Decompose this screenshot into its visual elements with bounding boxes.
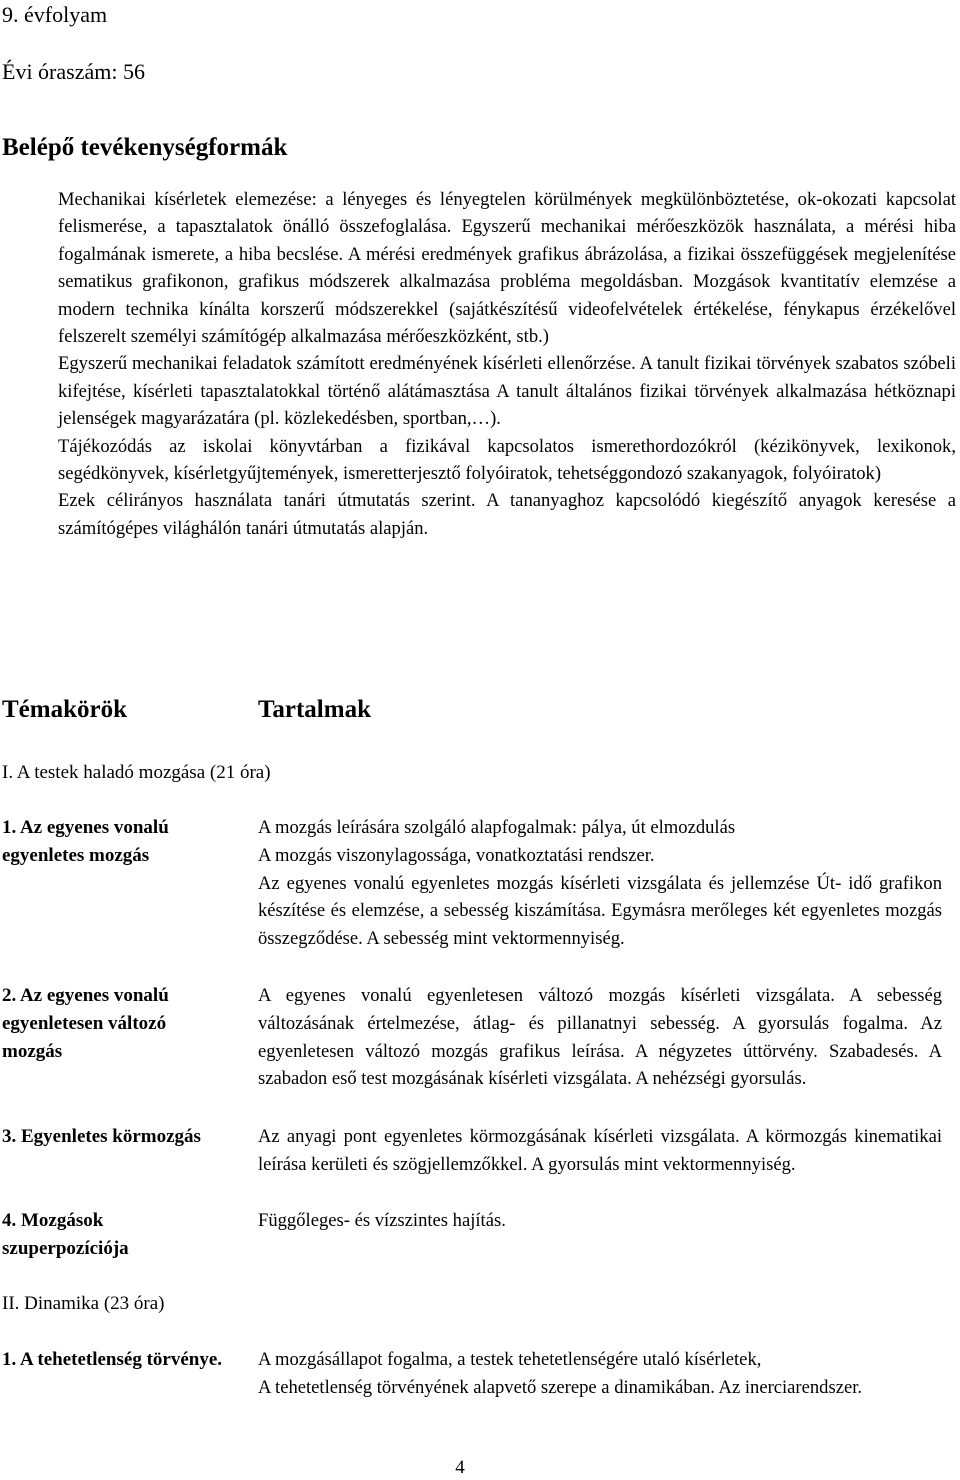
topic-name: 1. Az egyenes vonalú egyenletes mozgás: [2, 817, 169, 866]
topic-name: 1. A tehetetlenség törvénye.: [2, 1349, 223, 1370]
page-number: 4: [455, 1457, 465, 1478]
section-title: I. A testek haladó mozgása (21 óra): [2, 762, 271, 783]
topic-name: 4. Mozgások szuperpozíciója: [2, 1210, 129, 1259]
topic-name: 3. Egyenletes körmozgás: [2, 1126, 201, 1147]
entry-activities-text: [58, 186, 956, 542]
content-line: Az anyagi pont egyenletes körmozgásának kísérleti vizsgálata. A körmozgás kinematikai leírása kerületi és szögjellemzőkkel. A gyorsulás mint vektormennyiség.: [258, 1126, 942, 1175]
topic-name: 2. Az egyenes vonalú egyenletesen változó mozgás: [2, 985, 169, 1062]
topic-content: [258, 982, 942, 1093]
annual-hours: Évi óraszám: 56: [2, 59, 145, 84]
contents-column-heading: Tartalmak: [258, 696, 371, 723]
topic-content: [258, 1207, 942, 1235]
intro-paragraph: Egyszerű mechanikai feladatok számított eredményének kísérleti ellenőrzése. A tanult fizikai törvények szabatos szóbeli kifejtése, kísérleti tapasztalatokkal történő alátámasztása A tanult általános fizikai törvények alkalmazása hétköznapi jelenségek magyarázatára (pl. közlekedésben, sportban,…).: [58, 353, 956, 430]
intro-paragraph: Tájékozódás az iskolai könyvtárban a fizikával kapcsolatos ismerethordozókról (kézikönyvek, lexikonok, segédkönyvek, kísérletgyűjtemények, ismeretterjesztő folyóiratok, tehetséggondozó szakanyagok, folyóiratok): [58, 435, 956, 485]
topic-content: [258, 1123, 942, 1179]
grade-heading: 9. évfolyam: [2, 2, 108, 27]
intro-paragraph: Mechanikai kísérletek elemezése: a lényeges és lényegtelen körülmények megkülönböztetése, ok-okozati kapcsolat felismerése, a tapasztalatok önálló összefoglalása. Egyszerű mechanikai mérőeszközök használata, a mérési hiba fogalmának ismerete, a hiba becslése. A mérési eredmények grafikus ábrázolása, a fizikai összefüggések megjelenítése sematikus grafikonon, grafikus módszerek alkalmazása probléma megoldásban. Mozgások kvantitatív elemzése a modern technika kínálta korszerű módszerekkel (sajátkészítésű videofelvételek értékelése, fénykapus érzékelővel felszerelt személyi számítógép alkalmazása mérőeszközként, stb.): [58, 189, 956, 348]
entry-activities-title: Belépő tevékenységformák: [2, 134, 288, 161]
topic-content: [258, 1346, 942, 1402]
content-line: A egyenes vonalú egyenletesen változó mozgás kísérleti vizsgálata. A sebesség változásának értelmezése, átlag- és pillanatnyi sebesség. A gyorsulás fogalma. Az egyenletesen változó mozgás grafikus leírása. A négyzetes úttörvény. Szabadesés. A szabadon eső test mozgásának kísérleti vizsgálata. A nehézségi gyorsulás.: [258, 985, 942, 1090]
content-line: A tehetetlenség törvényének alapvető szerepe a dinamikában. Az inerciarendszer.: [258, 1376, 863, 1398]
content-line: Az egyenes vonalú egyenletes mozgás kísérleti vizsgálata és jellemzése Út- idő grafikon készítése és elemzése, a sebesség kiszámítása. Egymásra merőleges két egyenletes mozgás összegződése. A sebesség mint vektormennyiség.: [258, 872, 942, 950]
content-line: A mozgás viszonylagossága, vonatkoztatási rendszer.: [258, 844, 655, 866]
content-line: Függőleges- és vízszintes hajítás.: [258, 1210, 506, 1231]
section-title: II. Dinamika (23 óra): [2, 1293, 165, 1314]
content-line: A mozgás leírására szolgáló alapfogalmak: pálya, út elmozdulás: [258, 817, 736, 838]
content-line: A mozgásállapot fogalma, a testek tehetetlenségére utaló kísérletek,: [258, 1349, 762, 1370]
topic-content: [258, 814, 942, 953]
topics-column-heading: Témakörök: [2, 696, 127, 723]
intro-paragraph: Ezek célirányos használata tanári útmutatás szerint. A tananyaghoz kapcsolódó kiegészítő anyagok keresése a számítógépes világhálón tanári útmutatás alapján.: [58, 490, 956, 539]
